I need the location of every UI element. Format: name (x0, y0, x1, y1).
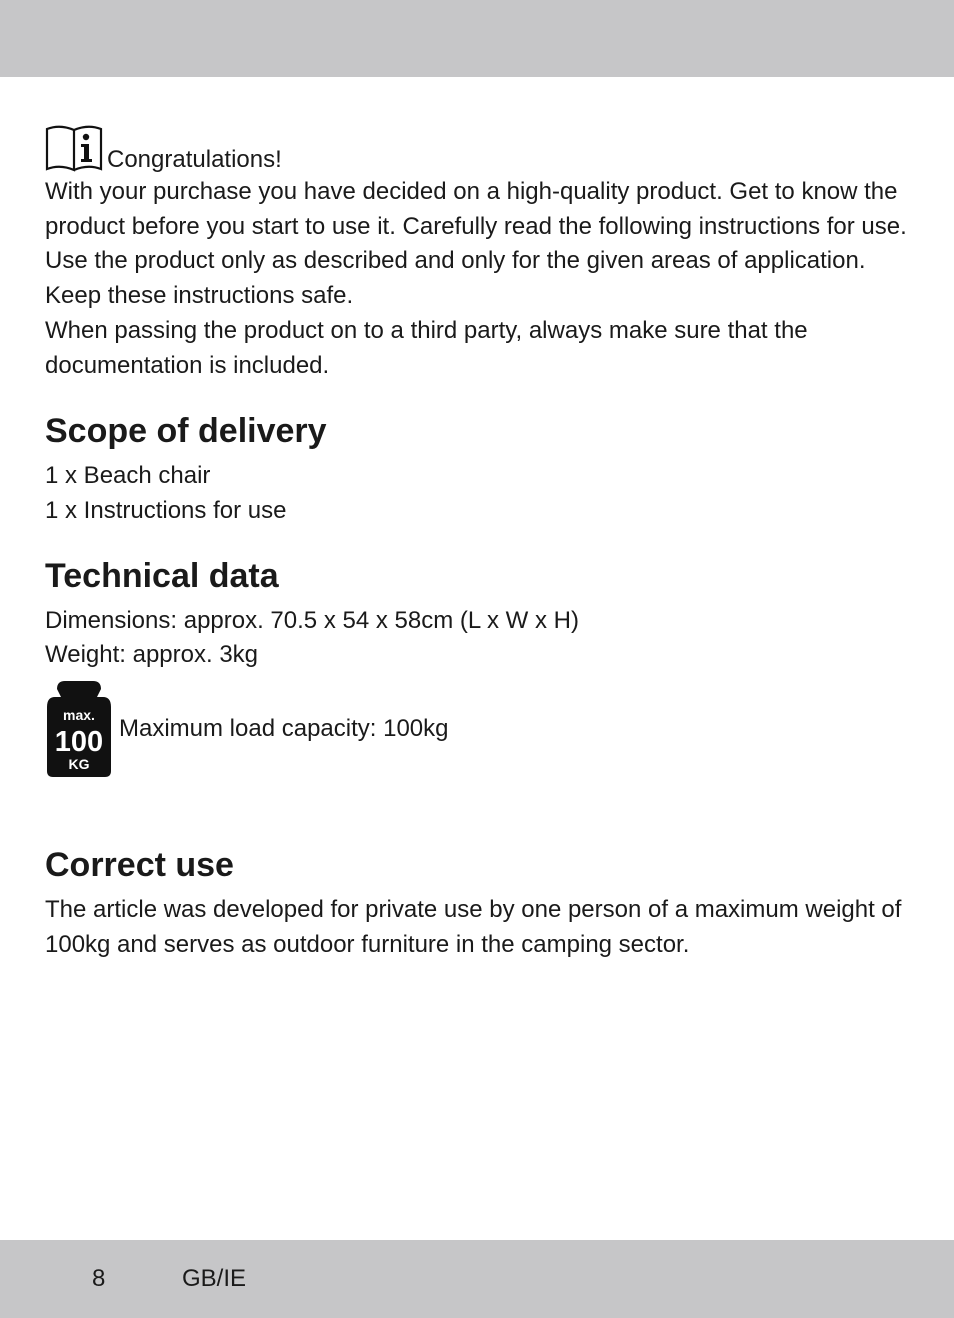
footer-band (0, 1240, 954, 1318)
scope-item: 1 x Beach chair (45, 462, 211, 490)
weight-icon-max-label: max. (63, 707, 95, 724)
intro-heading (45, 120, 915, 175)
weight-100kg-icon (45, 679, 113, 779)
weight-icon-unit: KG (68, 756, 90, 773)
page-number: 8 (92, 1265, 106, 1292)
info-book-icon (45, 123, 103, 175)
intro-paragraph-2: When passing the product on to a third party, always make sure that the documentation is included. (45, 316, 808, 379)
header-band (0, 0, 954, 77)
region-code: GB/IE (182, 1265, 247, 1292)
scope-item: 1 x Instructions for use (45, 496, 287, 524)
scope-heading: Scope of delivery (45, 412, 327, 451)
congratulations-text: Congratulations! (107, 146, 282, 173)
correct-use-text: The article was developed for private use by one person of a maximum weight of 100kg and serves as outdoor furniture in the camping sector. (45, 896, 902, 958)
weight-text: Weight: approx. 3kg (45, 641, 259, 669)
dimensions-text: Dimensions: approx. 70.5 x 54 x 58cm (L x W x H) (45, 606, 579, 634)
max-load-row (45, 679, 915, 779)
correct-use-heading: Correct use (45, 846, 234, 885)
technical-heading: Technical data (45, 556, 279, 595)
intro-paragraph: With your purchase you have decided on a high-quality product. Get to know the product before you start to use it. Carefully read the following instructions for use. Use the product only as described and only for the given areas of application. Keep these instructions safe. (45, 178, 907, 310)
weight-icon-value: 100 (54, 726, 104, 759)
page-content (45, 120, 915, 962)
max-load-text: Maximum load capacity: 100kg (119, 715, 449, 743)
